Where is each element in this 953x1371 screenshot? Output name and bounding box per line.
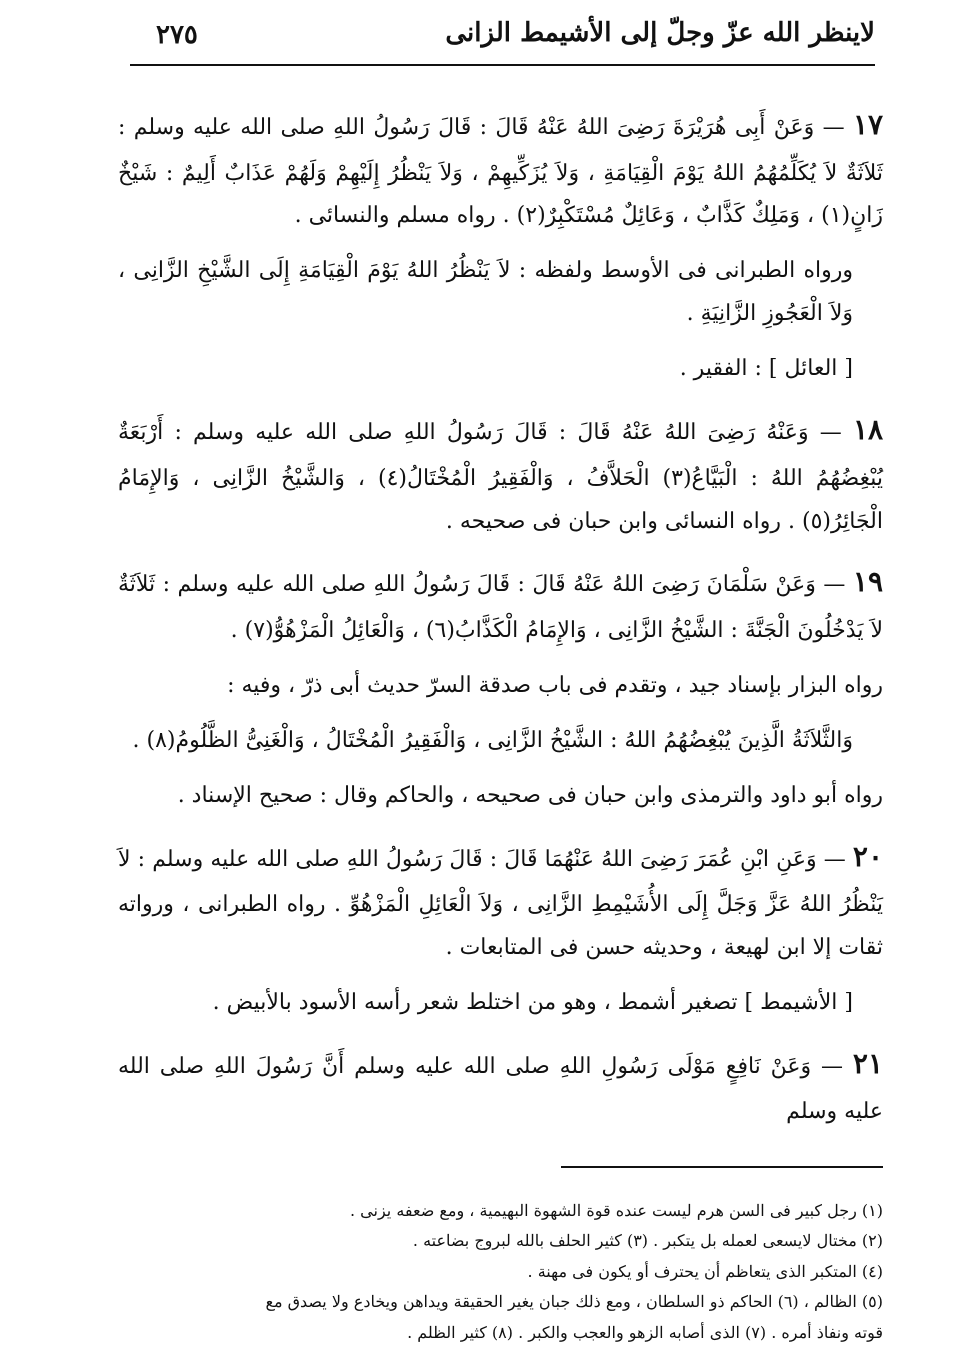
page-number: ٢٧٥ [156,20,198,50]
hadith-number: ٢١ [852,1046,883,1080]
page-header [130,18,875,62]
running-title: لاينظر الله عزّ وجلّ إلى الأشيمط الزانى [445,18,875,48]
footnote-rule [561,1166,883,1168]
gloss-text: [ الأشيمط ] تصغير أشمط ، وهو من اختلط شعر رأسه الأسود بالأبيض . [212,989,853,1015]
hadith-text: — وَعَنْ نَافِعٍ مَوْلَى رَسُولِ اللهِ صلى الله عليه وسلم أَنَّ رَسُولَ اللهِ صلى الله عليه وسلم [118,1053,883,1125]
abu-dawud-note [118,775,883,818]
gloss-ushaymit [118,982,883,1025]
quote-text: وَالثَّلاَثَةُ الَّذِينَ يُبْغِضُهُمُ اللهُ : الشَّيْخُ الزَّانِى ، وَالْفَقِيرُ الْمُخْتَالُ ، وَالْغَنِىُّ الظَّلُومُ(٨) . [132,727,853,753]
footnote-line: قوته ونفاذ أمره . (٧) الذى أصابه الزهو والعجب والكبر . (٨) كثير الظلم . [407,1322,883,1342]
hadith-number: ٢٠ [852,839,883,873]
hadith-text: — وَعَنْ سَلْمَانَ رَضِىَ اللهُ عَنْهُ قَالَ : قَالَ رَسُولُ اللهِ صلى الله عليه وسلم : ثَلاَثَةٌ لاَ يَدْخُلُونَ الْجَنَّةَ : الشَّيْخُ الزَّانِى ، وَالإِمَامُ الْكَذَّابُ(٦) ، وَالْعَائِلُ الْمَزْهُوُّ(٧) . [118,572,883,644]
note-text: رواه البزار بإسناد جيد ، وتقدم فى باب صدقة السرّ حديث أبى ذرّ ، وفيه : [227,672,883,698]
note-text: ورواه الطبرانى فى الأوسط ولفظه : لاَ يَنْظُرُ اللهُ يَوْمَ الْقِيَامَةِ إِلَى الشَّيْخِ الزَّانِى ، وَلاَ الْعَجُوزِ الزَّانِيَةِ . [118,258,853,327]
header-rule [130,64,875,66]
hadith-20 [118,830,883,970]
footnotes [118,1196,883,1348]
footnote-line: (٥) الظالم ، (٦) الحاكم ذو السلطان ، ومع ذلك جبان يغير الحقيقة ويداهن ويخادع ولا يصدق مع [265,1292,883,1312]
footnote-line: (٤) المتكبر الذى يتعاظم أن يحترف أو يكون فى مهنة . [527,1261,883,1281]
footnote-line: (٢) مختال لايسعى لعمله بل يتكبر . (٣) كثير الحلف بالله لبروج بضاعته . [412,1231,883,1251]
main-text [118,98,883,1146]
gloss-aail [118,348,883,391]
hadith-number: ١٩ [852,565,883,599]
footnote-line: (١) رجل كبير فى السن هرم ليست عنده قوة الشهوة البهيمية ، ومع ضعفه يزنى . [349,1201,883,1220]
abu-dharr-quote [118,720,883,763]
hadith-18 [118,403,883,543]
hadith-text: — وَعَنِ ابْنِ عُمَرَ رَضِىَ اللهُ عَنْهُمَا قَالَ : قَالَ رَسُولُ اللهِ صلى الله عليه وسلم : لاَ يَنْظُرُ اللهُ عَزَّ وَجَلَّ إِلَى الأُشَيْمِطِ الزَّانِى ، وَلاَ الْعَائِلِ الْمَزْهُوِّ . رواه الطبرانى ، ورواته ثقات إلا ابن لهيعة ، وحديثه حسن فى المتابعات . [118,846,883,961]
hadith-21 [118,1037,883,1134]
hadith-19 [118,555,883,652]
gloss-text: [ العائل ] : الفقير . [679,356,853,382]
bazzar-note [118,665,883,708]
hadith-number: ١٧ [852,108,884,141]
tabarani-note [118,250,883,336]
hadith-17 [118,98,883,238]
hadith-text: — وَعَنْ أَبِى هُرَيْرَةَ رَضِىَ اللهُ عَنْهُ قَالَ : قَالَ رَسُولُ اللهِ صلى الله عليه وسلم : ثَلاَثَةٌ لاَ يُكَلِّمُهُمُ اللهُ يَوْمَ الْقِيَامَةِ ، وَلاَ يُزَكِّيهِمْ ، وَلاَ يَنْظُرُ إِلَيْهِمْ وَلَهُمْ عَذَابٌ أَلِيمٌ : شَيْخٌ زَانٍ(١) ، وَمَلِكٌ كَذَّابٌ ، وَعَائِلٌ مُسْتَكْبِرٌ(٢) . رواه مسلم والنسائى . [118,115,883,229]
hadith-number: ١٨ [852,413,884,447]
note-text: رواه أبو داود والترمذى وابن حبان فى صحيحه ، والحاكم وقال : صحيح الإسناد . [177,782,883,808]
hadith-text: — وَعَنْهُ رَضِىَ اللهُ عَنْهُ قَالَ : قَالَ رَسُولُ اللهِ صلى الله عليه وسلم : أَرْبَعَةٌ يُبْغِضُهُمُ اللهُ : الْبَيَّاعُ(٣) الْحَلاَّفُ ، وَالْفَقِيرُ الْمُخْتَالُ(٤) ، وَالشَّيْخُ الزَّانِى ، وَالإِمَامُ الْجَائِرُ(٥) . رواه النسائى وابن حبان فى صحيحه . [118,420,883,534]
